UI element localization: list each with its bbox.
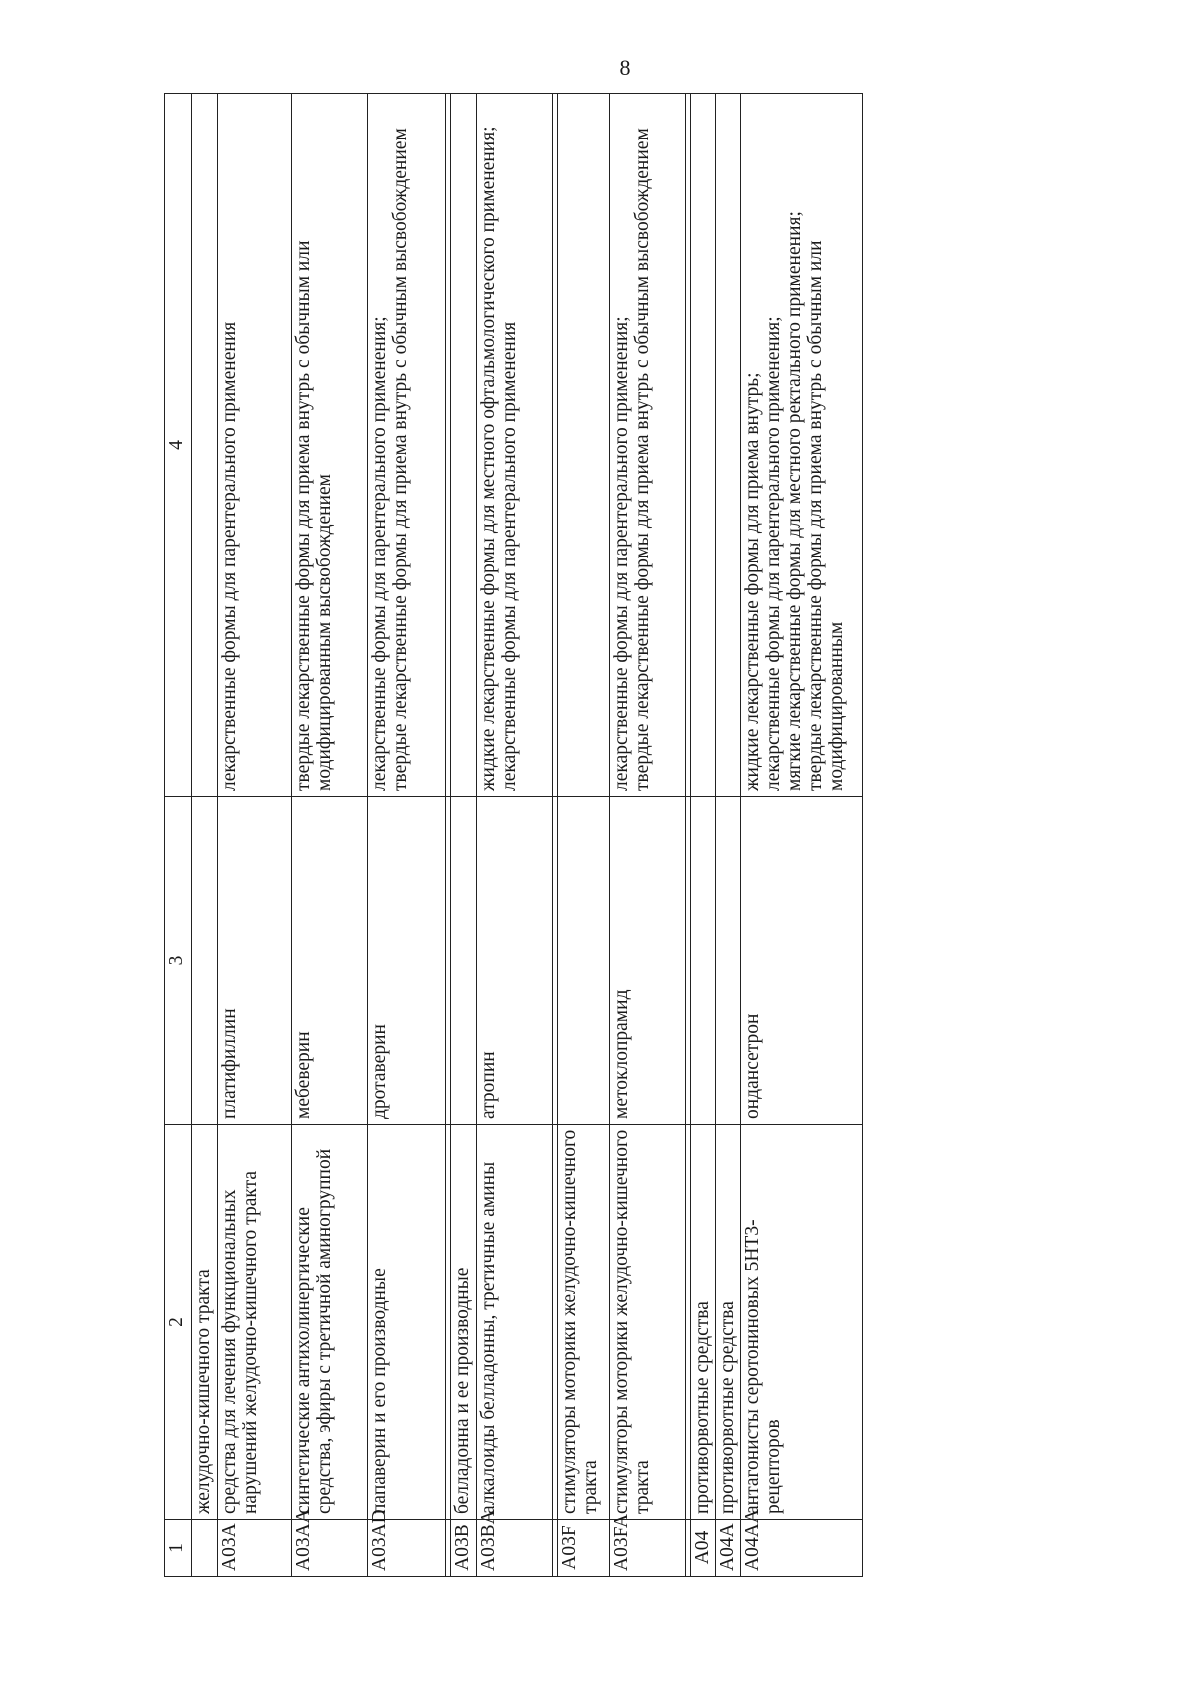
- group-name-cell: белладонна и ее производные: [451, 1125, 477, 1520]
- table-row: [716, 94, 741, 1577]
- drug-name-cell: [451, 797, 477, 1125]
- table-row: [558, 94, 610, 1577]
- dosage-forms-cell: жидкие лекарственные формы для приема внутрь; лекарственные формы для парентерального применения; мягкие лекарственные формы для местного ректального применения; твердые лекарственные формы для приема внутрь с обычным или модифицированным: [741, 94, 863, 797]
- drug-name-cell: атропин: [477, 797, 553, 1125]
- table-row: [477, 94, 553, 1577]
- table-row: [292, 94, 368, 1577]
- drug-name-cell: дротаверин: [368, 797, 446, 1125]
- drug-name-cell: [192, 797, 218, 1125]
- atc-code-cell: A04A: [716, 1520, 741, 1577]
- atc-code-cell: A03BA: [477, 1520, 553, 1577]
- dosage-forms-cell: [451, 94, 477, 797]
- atc-code-cell: A03F: [558, 1520, 610, 1577]
- group-name-cell: синтетические антихолинергические средства, эфиры с третичной аминогруппой: [292, 1125, 368, 1520]
- header-col-1: 1: [165, 1520, 192, 1577]
- dosage-forms-cell: лекарственные формы для парентерального применения; твердые лекарственные формы для приема внутрь с обычным высвобождением: [368, 94, 446, 797]
- medicines-table: [164, 93, 863, 1577]
- group-name-cell: алкалоиды белладонны, третичные амины: [477, 1125, 553, 1520]
- atc-code-cell: A04AA: [741, 1520, 863, 1577]
- table-row: [451, 94, 477, 1577]
- group-name-cell: противорвотные средства: [691, 1125, 716, 1520]
- dosage-forms-cell: лекарственные формы для парентерального применения: [218, 94, 292, 797]
- group-name-cell: антагонисты серотониновых 5HT3-рецепторов: [741, 1125, 863, 1520]
- header-row: [165, 94, 192, 1577]
- drug-name-cell: платифиллин: [218, 797, 292, 1125]
- atc-code-cell: A03AD: [368, 1520, 446, 1577]
- table-row: [192, 94, 218, 1577]
- drug-name-cell: метоклопрамид: [610, 797, 686, 1125]
- dosage-forms-cell: [716, 94, 741, 797]
- group-name-cell: средства для лечения функциональных нарушений желудочно-кишечного тракта: [218, 1125, 292, 1520]
- table-row: [741, 94, 863, 1577]
- header-col-3: 3: [165, 797, 192, 1125]
- atc-code-cell: A03AA: [292, 1520, 368, 1577]
- header-col-2: 2: [165, 1125, 192, 1520]
- header-col-4: 4: [165, 94, 192, 797]
- drug-name-cell: ондансетрон: [741, 797, 863, 1125]
- atc-code-cell: A03A: [218, 1520, 292, 1577]
- dosage-forms-cell: [558, 94, 610, 797]
- page-number: 8: [619, 55, 631, 80]
- table-row: [691, 94, 716, 1577]
- table-row: [610, 94, 686, 1577]
- drug-name-cell: [558, 797, 610, 1125]
- document-table-frame: [164, 94, 1200, 1577]
- dosage-forms-cell: [691, 94, 716, 797]
- dosage-forms-cell: лекарственные формы для парентерального применения; твердые лекарственные формы для приема внутрь с обычным высвобождением: [610, 94, 686, 797]
- group-name-cell: противорвотные средства: [716, 1125, 741, 1520]
- dosage-forms-cell: твердые лекарственные формы для приема внутрь с обычным или модифицированным высвобождением: [292, 94, 368, 797]
- atc-code-cell: A04: [691, 1520, 716, 1577]
- atc-code-cell: A03FA: [610, 1520, 686, 1577]
- dosage-forms-cell: [192, 94, 218, 797]
- atc-code-cell: A03B: [451, 1520, 477, 1577]
- table-row: [218, 94, 292, 1577]
- rotated-table-container: [164, 94, 1200, 1577]
- dosage-forms-cell: жидкие лекарственные формы для местного офтальмологического применения; лекарственные формы для парентерального применения: [477, 94, 553, 797]
- table-row: [368, 94, 446, 1577]
- drug-name-cell: [691, 797, 716, 1125]
- group-name-cell: желудочно-кишечного тракта: [192, 1125, 218, 1520]
- group-name-cell: папаверин и его производные: [368, 1125, 446, 1520]
- group-name-cell: стимуляторы моторики желудочно-кишечного тракта: [610, 1125, 686, 1520]
- atc-code-cell: [192, 1520, 218, 1577]
- drug-name-cell: мебеверин: [292, 797, 368, 1125]
- drug-name-cell: [716, 797, 741, 1125]
- group-name-cell: стимуляторы моторики желудочно-кишечного тракта: [558, 1125, 610, 1520]
